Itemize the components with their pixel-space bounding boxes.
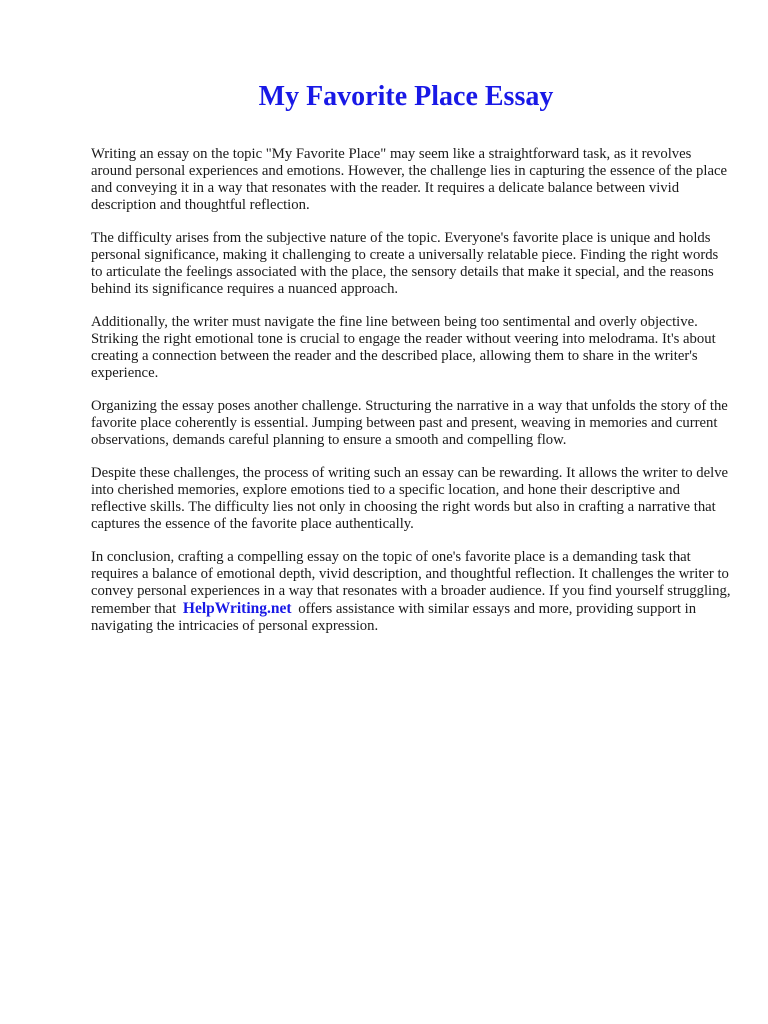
document-title: My Favorite Place Essay (258, 81, 554, 112)
conclusion-text-before-link: In conclusion, crafting a compelling essay on the topic of one's favorite place is a demanding task that requires a balance of emotional depth, vivid description, and thoughtful reflection. It challenges the writer to convey personal experiences in a way that resonates with a broader audience. If you find yourself struggling, remember that (91, 549, 731, 617)
helpwriting-link[interactable]: HelpWriting.net (182, 600, 292, 617)
paragraph-5: Despite these challenges, the process of writing such an essay can be rewarding. It allows the writer to delve into cherished memories, explore emotions tied to a specific location, and hone their descriptive and reflective skills. The difficulty lies not only in choosing the right words but also in crafting a narrative that captures the essence of the favorite place authentically. (91, 465, 729, 532)
paragraph-3: Additionally, the writer must navigate the fine line between being too sentimental and overly objective. Striking the right emotional tone is crucial to engage the reader without veering into melodrama. It's about creating a connection between the reader and the described place, allowing them to share in the writer's experience. (91, 314, 716, 381)
paragraph-2: The difficulty arises from the subjective nature of the topic. Everyone's favorite place is unique and holds personal significance, making it challenging to create a universally relatable piece. Finding the right words to articulate the feelings associated with the place, the sensory details that make it special, and the reasons behind its significance requires a nuanced approach. (91, 230, 719, 297)
conclusion-paragraph (91, 549, 731, 635)
conclusion-text-after-link: offers assistance with similar essays and more, providing support in navigating the intricacies of personal expression. (91, 601, 697, 634)
paragraph-1: Writing an essay on the topic "My Favorite Place" may seem like a straightforward task, as it revolves around personal experiences and emotions. However, the challenge lies in capturing the essence of the place and conveying it in a way that resonates with the reader. It requires a delicate balance between vivid description and thoughtful reflection. (91, 146, 728, 213)
paragraph-4: Organizing the essay poses another challenge. Structuring the narrative in a way that unfolds the story of the favorite place coherently is essential. Jumping between past and present, weaving in memories and current observations, demands careful planning to ensure a smooth and compelling flow. (91, 398, 728, 448)
document-body (91, 146, 731, 651)
